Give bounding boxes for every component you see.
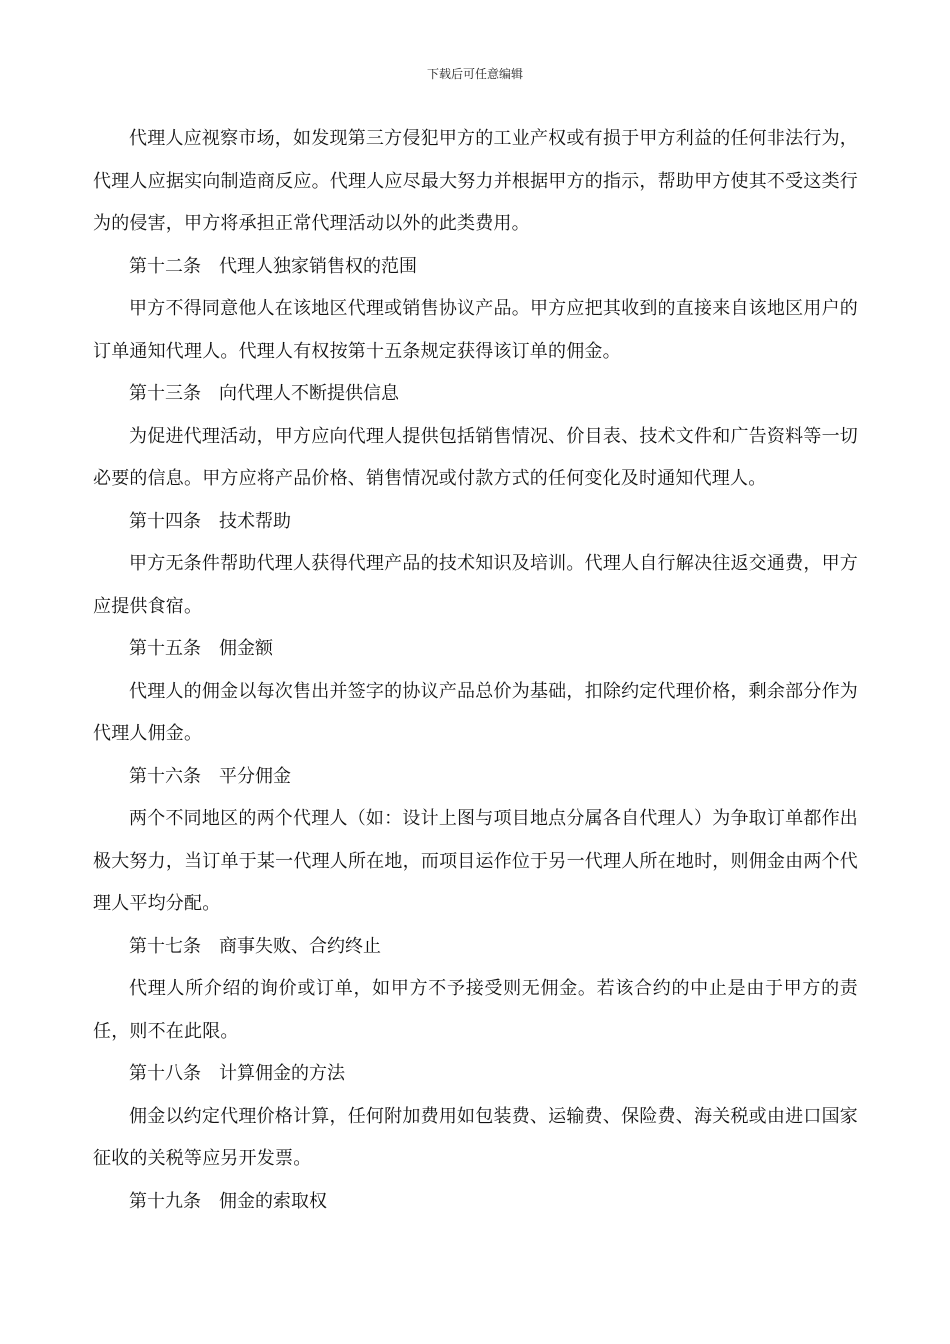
article-title: 向代理人不断提供信息: [219, 383, 399, 404]
article-number: 第十八条: [129, 1063, 201, 1084]
article-heading: [93, 501, 858, 544]
article-title: 技术帮助: [219, 510, 291, 532]
article-number: 第十六条: [129, 765, 201, 787]
document-body: [93, 118, 858, 1223]
article-title: 计算佣金的方法: [219, 1063, 345, 1084]
article-title: 佣金额: [219, 638, 273, 659]
article-heading: [93, 1181, 858, 1224]
article-number: 第十七条: [129, 935, 201, 957]
article-number: 第十九条: [129, 1190, 201, 1212]
paragraph: 代理人应视察市场，如发现第三方侵犯甲方的工业产权或有损于甲方利益的任何非法行为，代理人应据实向制造商反应。代理人应尽最大努力并根据甲方的指示，帮助甲方使其不受这类行为的侵害，甲方将承担正常代理活动以外的此类费用。: [93, 128, 858, 234]
paragraph: 代理人所介绍的询价或订单，如甲方不予接受则无佣金。若该合约的中止是由于甲方的责任，则不在此限。: [93, 978, 858, 1042]
article-heading: [93, 246, 858, 289]
article-title: 商事失败、合约终止: [219, 935, 381, 957]
article-heading: [93, 1053, 858, 1096]
article-title: 平分佣金: [219, 765, 291, 787]
paragraph: 佣金以约定代理价格计算，任何附加费用如包装费、运输费、保险费、海关税或由进口国家征收的关税等应另开发票。: [93, 1105, 858, 1169]
paragraph: 代理人的佣金以每次售出并签字的协议产品总价为基础，扣除约定代理价格，剩余部分作为代理人佣金。: [93, 680, 858, 744]
paragraph: 甲方不得同意他人在该地区代理或销售协议产品。甲方应把其收到的直接来自该地区用户的订单通知代理人。代理人有权按第十五条规定获得该订单的佣金。: [93, 298, 858, 362]
article-heading: [93, 756, 858, 799]
article-heading: [93, 926, 858, 969]
article-number: 第十二条: [129, 255, 201, 277]
article-heading: [93, 373, 858, 416]
article-heading: [93, 628, 858, 671]
article-title: 佣金的索取权: [219, 1190, 327, 1212]
article-title: 代理人独家销售权的范围: [219, 255, 417, 277]
article-number: 第十五条: [129, 638, 201, 659]
page-header: 下载后可任意编辑: [426, 67, 523, 81]
paragraph: 甲方无条件帮助代理人获得代理产品的技术知识及培训。代理人自行解决往返交通费，甲方应提供食宿。: [93, 553, 858, 617]
paragraph: 为促进代理活动，甲方应向代理人提供包括销售情况、价目表、技术文件和广告资料等一切必要的信息。甲方应将产品价格、销售情况或付款方式的任何变化及时通知代理人。: [93, 425, 858, 489]
paragraph: 两个不同地区的两个代理人（如：设计上图与项目地点分属各自代理人）为争取订单都作出极大努力，当订单于某一代理人所在地，而项目运作位于另一代理人所在地时，则佣金由两个代理人平均分配。: [93, 808, 858, 914]
article-number: 第十三条: [129, 383, 201, 404]
article-number: 第十四条: [129, 510, 201, 532]
